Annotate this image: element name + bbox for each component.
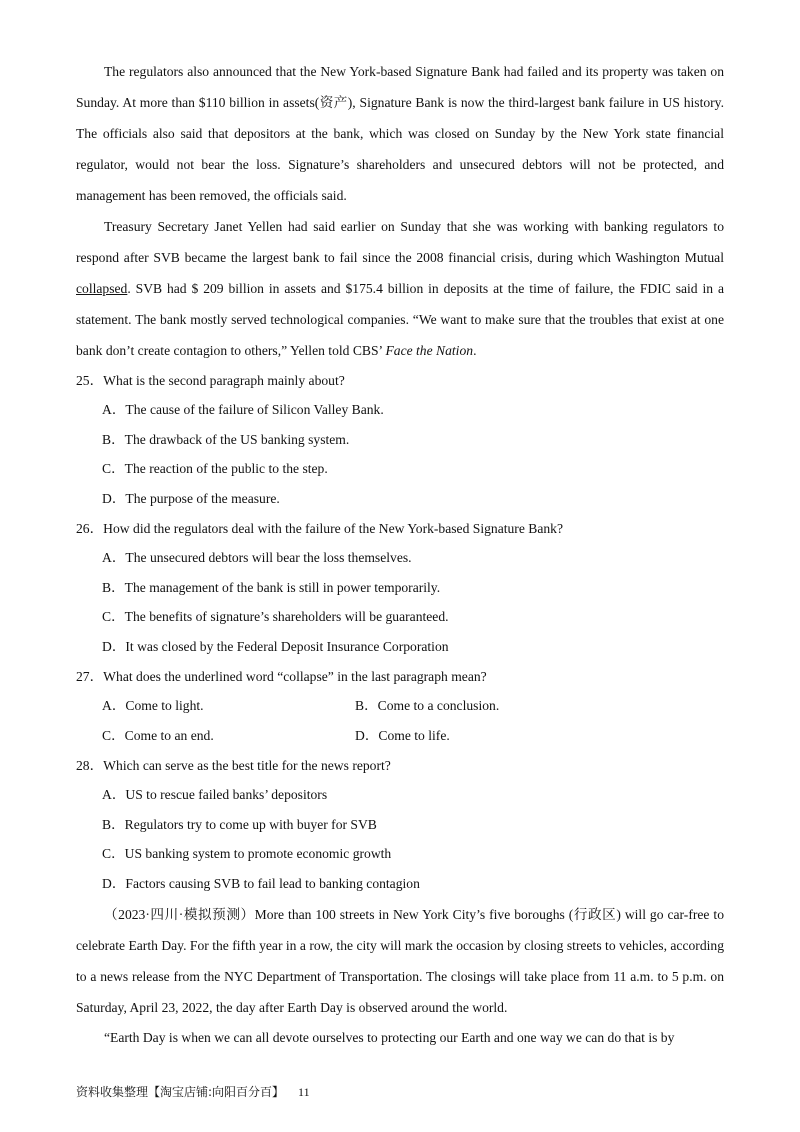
question-25-option-d: D．The purpose of the measure. bbox=[102, 491, 280, 506]
question-26-option-d: D．It was closed by the Federal Deposit Insurance Corporation bbox=[102, 639, 449, 654]
question-27-option-b: B．Come to a conclusion. bbox=[355, 698, 500, 713]
question-26: 26．How did the regulators deal with the failure of the New York-based Signature Bank? bbox=[76, 521, 563, 536]
question-28-option-d: D．Factors causing SVB to fail lead to banking contagion bbox=[102, 876, 420, 891]
paragraph-earth-day-quote: “Earth Day is when we can all devote ourselves to protecting our Earth and one way we can do that is by bbox=[104, 1030, 675, 1045]
question-28-option-c: C．US banking system to promote economic growth bbox=[102, 846, 392, 861]
question-27: 27．What does the underlined word “collapse” in the last paragraph mean? bbox=[76, 669, 487, 684]
paragraph-yellen-part-1: Treasury Secretary Janet Yellen had said earlier on Sunday that she was working with banking regulators to respond after SVB became the largest bank to fail since the 2008 financial crisis, during which Washington Mutual bbox=[76, 219, 724, 265]
question-26-option-a: A．The unsecured debtors will bear the loss themselves. bbox=[102, 550, 412, 565]
paragraph-yellen bbox=[76, 211, 724, 366]
underlined-word: collapsed bbox=[76, 281, 128, 296]
question-27-option-d: D．Come to life. bbox=[355, 728, 450, 743]
question-28: 28．Which can serve as the best title for the news report? bbox=[76, 758, 391, 773]
page-number: 11 bbox=[298, 1085, 310, 1099]
question-26-option-c: C．The benefits of signature’s shareholders will be guaranteed. bbox=[102, 609, 449, 624]
paragraph-yellen-part-2: . SVB had $ 209 billion in assets and $175.4 billion in deposits at the time of failure, the FDIC said in a statement. The bank mostly served technological companies. “We want to make sure that the troubles that exist at one bank don’t create contagion to others,” Yellen told CBS’ bbox=[76, 281, 724, 358]
question-25-option-c: C．The reaction of the public to the step. bbox=[102, 461, 328, 476]
page-footer bbox=[76, 1084, 310, 1100]
question-26-option-b: B．The management of the bank is still in power temporarily. bbox=[102, 580, 441, 595]
question-27-option-c: C．Come to an end. bbox=[102, 728, 214, 743]
show-title: Face the Nation bbox=[385, 343, 474, 358]
question-28-option-a: A．US to rescue failed banks’ depositors bbox=[102, 787, 328, 802]
question-25-option-a: A．The cause of the failure of Silicon Valley Bank. bbox=[102, 402, 384, 417]
paragraph-earth-day: （2023·四川·模拟预测）More than 100 streets in New York City’s five boroughs (行政区) will go car-free to celebrate Earth Day. For the fifth year in a row, the city will mark the occasion by closing streets to vehicles, according to a news release from the NYC Department of Transportation. The closings will take place from 11 a.m. to 5 p.m. on Saturday, April 23, 2022, the day after Earth Day is observed around the world. bbox=[76, 907, 724, 1015]
footer-source: 资料收集整理【淘宝店铺:向阳百分百】 bbox=[76, 1085, 285, 1099]
question-25: 25．What is the second paragraph mainly about? bbox=[76, 373, 345, 388]
question-28-option-b: B．Regulators try to come up with buyer for SVB bbox=[102, 817, 377, 832]
paragraph-yellen-end: . bbox=[473, 343, 477, 358]
question-25-option-b: B．The drawback of the US banking system. bbox=[102, 432, 350, 447]
question-27-option-a: A．Come to light. bbox=[102, 698, 204, 713]
paragraph-signature-bank: The regulators also announced that the New York-based Signature Bank had failed and its property was taken on Sunday. At more than $110 billion in assets(资产), Signature Bank is now the third-largest bank failure in US history. The officials also said that depositors at the bank, which was closed on Sunday by the New York state financial regulator, would not bear the loss. Signature’s shareholders and unsecured debtors will not be protected, and management has been removed, the officials said. bbox=[76, 64, 724, 203]
